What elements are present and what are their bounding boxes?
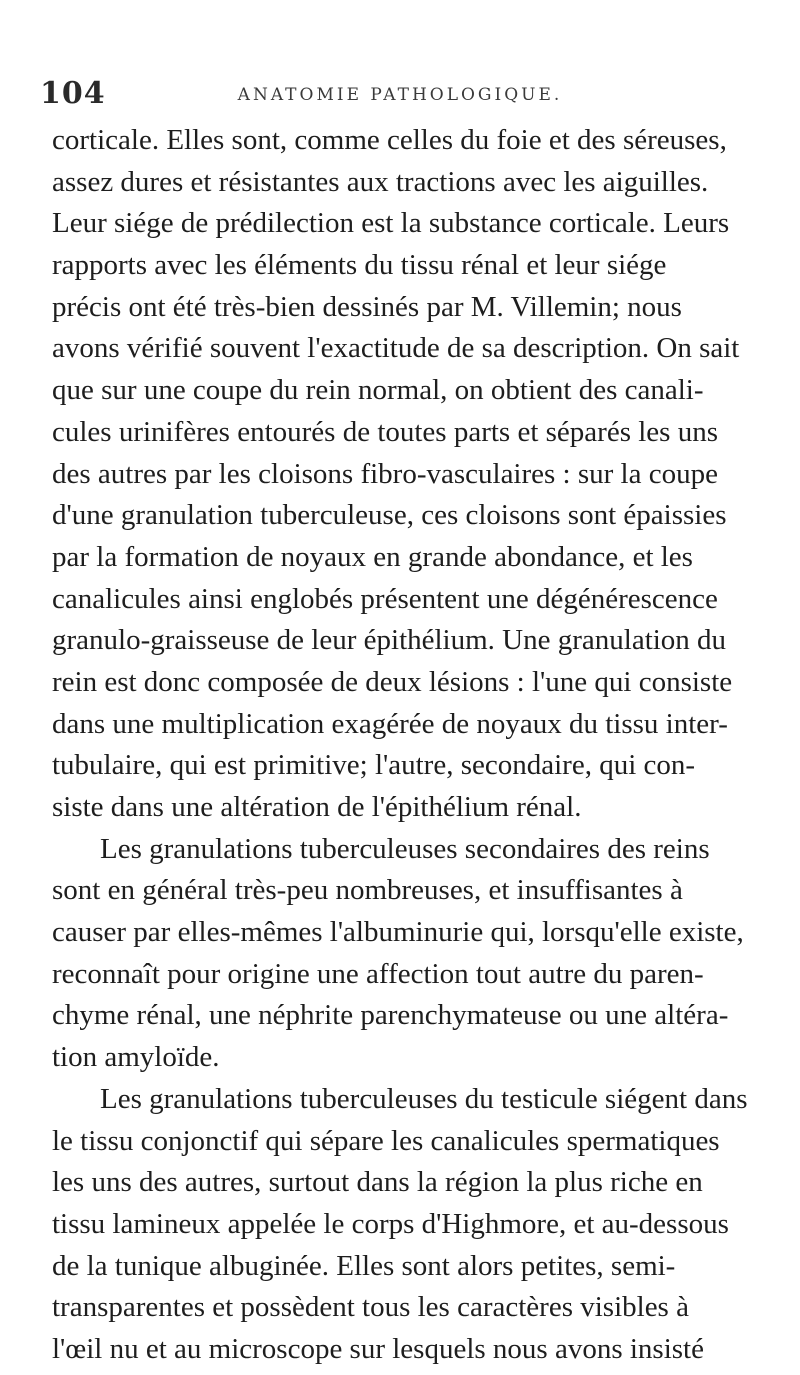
text-line: d'une granulation tuberculeuse, ces cloisons sont épaissies (52, 499, 727, 532)
text-line: l'œil nu et au microscope sur lesquels nous avons insisté (52, 1332, 704, 1365)
text-line: corticale. Elles sont, comme celles du foie et des séreuses, (52, 124, 727, 156)
text-line: dans une multiplication exagérée de noyaux du tissu inter- (52, 707, 728, 740)
text-line: chyme rénal, une néphrite parenchymateuse ou une altéra- (52, 999, 729, 1032)
text-line: de la tunique albuginée. Elles sont alors petites, semi- (52, 1249, 676, 1282)
page-number: 104 (40, 76, 106, 111)
text-line: Les granulations tuberculeuses secondaires des reins (100, 832, 710, 865)
text-line: granulo-graisseuse de leur épithélium. Une granulation du (52, 624, 727, 657)
text-line: reconnaît pour origine une affection tout autre du paren- (52, 957, 704, 990)
body-text (52, 120, 772, 1371)
text-line: sont en général très-peu nombreuses, et insuffisantes à (52, 874, 683, 907)
text-line: tissu lamineux appelée le corps d'Highmore, et au-dessous (52, 1207, 729, 1240)
text-line: cules urinifères entourés de toutes parts et séparés les uns (52, 415, 718, 448)
paragraph (52, 120, 772, 829)
text-line: transparentes et possèdent tous les caractères visibles à (52, 1291, 689, 1324)
text-line: précis ont été très-bien dessinés par M. Villemin; nous (52, 290, 682, 323)
running-head (40, 76, 760, 116)
paragraph (52, 1079, 772, 1371)
paragraph (52, 829, 772, 1079)
text-line: tubulaire, qui est primitive; l'autre, secondaire, qui con- (52, 749, 696, 782)
text-line: rapports avec les éléments du tissu rénal et leur siége (52, 249, 667, 282)
text-line: que sur une coupe du rein normal, on obtient des canali- (52, 374, 704, 407)
text-line: les uns des autres, surtout dans la région la plus riche en (52, 1166, 703, 1199)
text-line: tion amyloïde. (52, 1041, 220, 1074)
text-line: avons vérifié souvent l'exactitude de sa description. On sait (52, 332, 740, 365)
text-line: canalicules ainsi englobés présentent une dégénérescence (52, 582, 718, 615)
text-line: Les granulations tuberculeuses du testicule siégent dans (100, 1082, 748, 1115)
text-line: siste dans une altération de l'épithélium rénal. (52, 791, 582, 823)
text-line: des autres par les cloisons fibro-vasculaires : sur la coupe (52, 457, 718, 490)
text-line: par la formation de noyaux en grande abondance, et les (52, 540, 693, 573)
text-line: rein est donc composée de deux lésions : l'une qui consiste (52, 665, 733, 698)
text-line: assez dures et résistantes aux tractions avec les aiguilles. (52, 165, 709, 198)
text-line: le tissu conjonctif qui sépare les canalicules spermatiques (52, 1124, 720, 1157)
text-line: Leur siége de prédilection est la substance corticale. Leurs (52, 207, 730, 240)
running-title: ANATOMIE PATHOLOGIQUE. (237, 85, 563, 105)
text-line: causer par elles-mêmes l'albuminurie qui, lorsqu'elle existe, (52, 916, 744, 949)
